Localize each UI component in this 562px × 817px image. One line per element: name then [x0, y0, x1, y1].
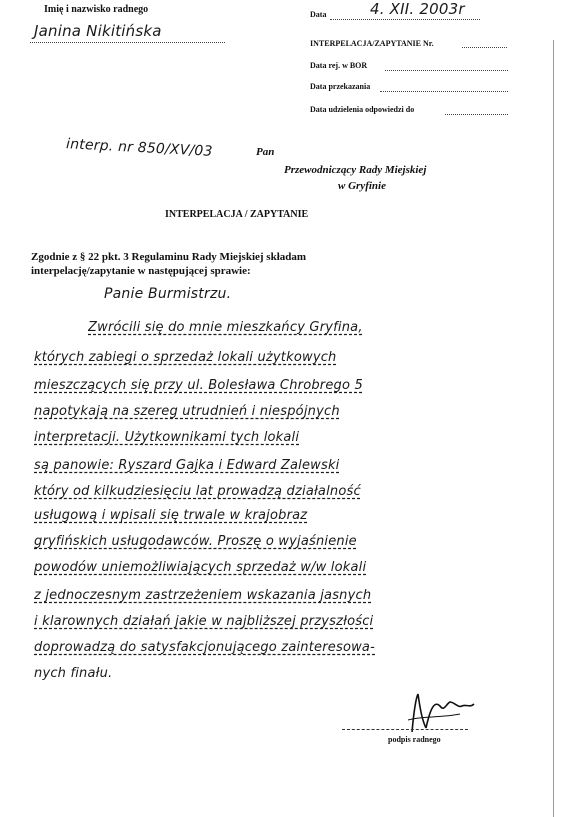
- intro-line-2: interpelację/zapytanie w następującej sprawie:: [31, 265, 251, 277]
- bor-date-label: Data rej. w BOR: [310, 61, 368, 70]
- transfer-date-underline: [380, 91, 508, 92]
- body-line: który od kilkudziesięciu lat prowadzą działalność: [34, 484, 361, 499]
- date-value: 4. XII. 2003r: [370, 0, 465, 18]
- name-label: Imię i nazwisko radnego: [44, 4, 149, 15]
- body-line: Zwrócili się do mnie mieszkańcy Gryfina,: [88, 320, 363, 335]
- reference-note: interp. nr 850/XV/03: [65, 136, 213, 160]
- body-line: mieszczących się przy ul. Bolesława Chrobrego 5: [34, 378, 363, 393]
- body-line: usługową i wpisali się trwale w krajobraz: [34, 508, 308, 523]
- name-underline: [30, 42, 225, 43]
- answer-date-label: Data udzielenia odpowiedzi do: [310, 105, 415, 114]
- interp-number-label: INTERPELACJA/ZAPYTANIE Nr.: [310, 39, 434, 48]
- body-line: których zabiegi o sprzedaż lokali użytkowych: [34, 350, 337, 365]
- interp-number-underline: [462, 47, 507, 48]
- body-line: z jednoczesnym zastrzeżeniem wskazania jasnych: [34, 588, 372, 603]
- intro-line-1: Zgodnie z § 22 pkt. 3 Regulaminu Rady Miejskiej składam: [31, 251, 307, 263]
- signature-line: [342, 729, 468, 730]
- bor-date-underline: [385, 70, 508, 71]
- addressee-line-3: w Gryfinie: [338, 180, 386, 192]
- body-line: interpretacji. Użytkownikami tych lokali: [34, 430, 300, 445]
- date-underline: [330, 19, 480, 20]
- body-line: i klarownych działań jakie w najbliższej przyszłości: [34, 614, 374, 629]
- body-line: są panowie: Ryszard Gajka i Edward Zalewski: [34, 458, 340, 473]
- page-edge: [553, 40, 555, 817]
- addressee-line-2: Przewodniczący Rady Miejskiej: [284, 164, 427, 176]
- transfer-date-label: Data przekazania: [310, 82, 371, 91]
- form-title: INTERPELACJA / ZAPYTANIE: [165, 209, 309, 220]
- body-line: powodów uniemożliwiających sprzedaż w/w lokali: [34, 560, 367, 575]
- addressee-line-1: Pan: [256, 146, 275, 158]
- answer-date-underline: [445, 114, 508, 115]
- greeting: Panie Burmistrzu.: [104, 286, 232, 302]
- body-line: gryfińskich usługodawców. Proszę o wyjaśnienie: [34, 534, 357, 549]
- signature-label: podpis radnego: [388, 735, 441, 744]
- body-line: doprowadzą do satysfakcjonującego zainteresowa-: [34, 640, 375, 655]
- name-value: Janina Nikitińska: [34, 22, 162, 40]
- body-line: napotykają na szereg utrudnień i niespójnych: [34, 404, 340, 419]
- date-label: Data: [310, 10, 327, 19]
- body-line: nych finału.: [34, 666, 113, 681]
